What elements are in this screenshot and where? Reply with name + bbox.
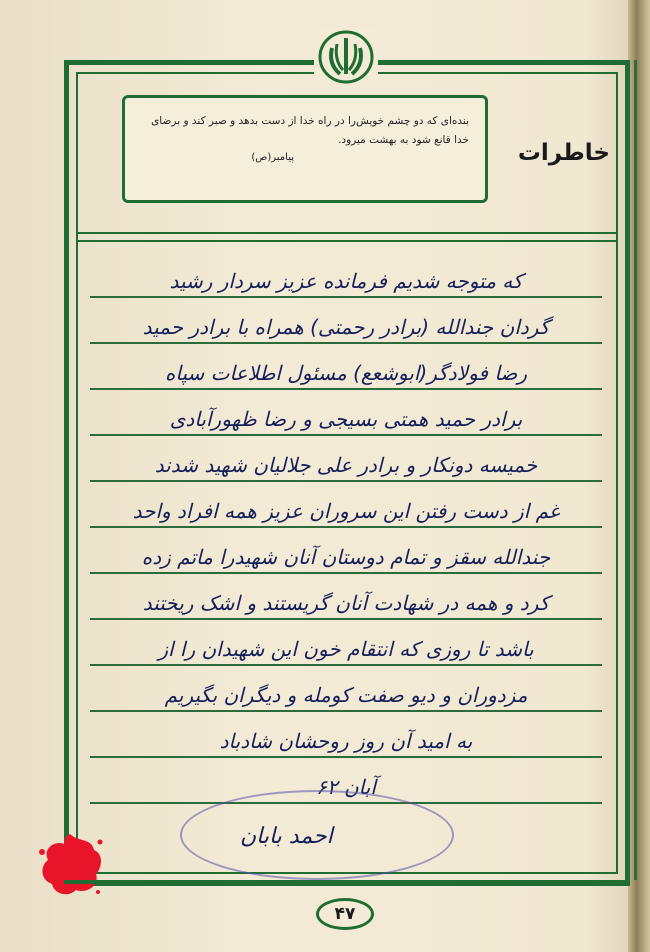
handwritten-line: که متوجه شدیم فرمانده عزیز سردار رشید	[169, 269, 523, 293]
book-spine	[628, 0, 650, 952]
handwritten-line: گردان جندالله (برادر رحمتی) همراه با برادر حمید	[142, 315, 550, 339]
handwritten-line: به امید آن روز روحشان شادباد	[219, 729, 473, 753]
ruled-line	[90, 480, 602, 482]
emblem-icon	[314, 28, 378, 86]
signature-name: احمد بابان	[240, 824, 333, 849]
page-number: ۴۷	[316, 898, 374, 930]
ruled-line	[90, 572, 602, 574]
handwritten-line: باشد تا روزی که انتقام خون این شهیدان را از	[158, 637, 534, 661]
handwritten-line: رضا فولادگر(ابوشعع) مسئول اطلاعات سپاه	[164, 361, 528, 385]
ruled-line	[90, 756, 602, 758]
signature	[200, 806, 460, 886]
handwritten-line: خمیسه دونکار و برادر علی جلالیان شهید شدند	[154, 453, 538, 477]
handwritten-line: مزدوران و دیو صفت کومله و دیگران بگیریم	[164, 683, 528, 707]
handwritten-line: کرد و همه در شهادت آنان گریستند و اشک ریختند	[142, 591, 550, 615]
ruled-line	[90, 388, 602, 390]
ruled-line	[90, 618, 602, 620]
quote-source: پیامبر(ص)	[251, 152, 294, 163]
ruled-line	[90, 710, 602, 712]
handwritten-line: غم از دست رفتن این سروران عزیز همه افراد واحد	[132, 499, 560, 523]
quote-text: بنده‌ای که دو چشم خویش‌را در راه خدا از دست بدهد و صبر کند و برضای خدا قانع شود به بهشت میرود.	[151, 115, 469, 146]
handwritten-line: آبان ۶۲	[316, 775, 376, 799]
page-title: خاطرات	[517, 140, 610, 166]
ruled-line	[90, 434, 602, 436]
handwritten-line: برادر حمید همتی بسیجی و رضا ظهورآبادی	[169, 407, 523, 431]
ruled-line	[90, 526, 602, 528]
blood-drop-icon	[34, 828, 106, 900]
handwritten-line: جندالله سقز و تمام دوستان آنان شهیدرا ماتم زده	[141, 545, 551, 569]
quote-box	[122, 95, 488, 203]
section-divider	[76, 232, 618, 242]
ruled-line	[90, 664, 602, 666]
bottom-rule	[64, 880, 630, 884]
handwritten-text	[90, 258, 602, 838]
ruled-line	[90, 342, 602, 344]
ruled-line	[90, 296, 602, 298]
